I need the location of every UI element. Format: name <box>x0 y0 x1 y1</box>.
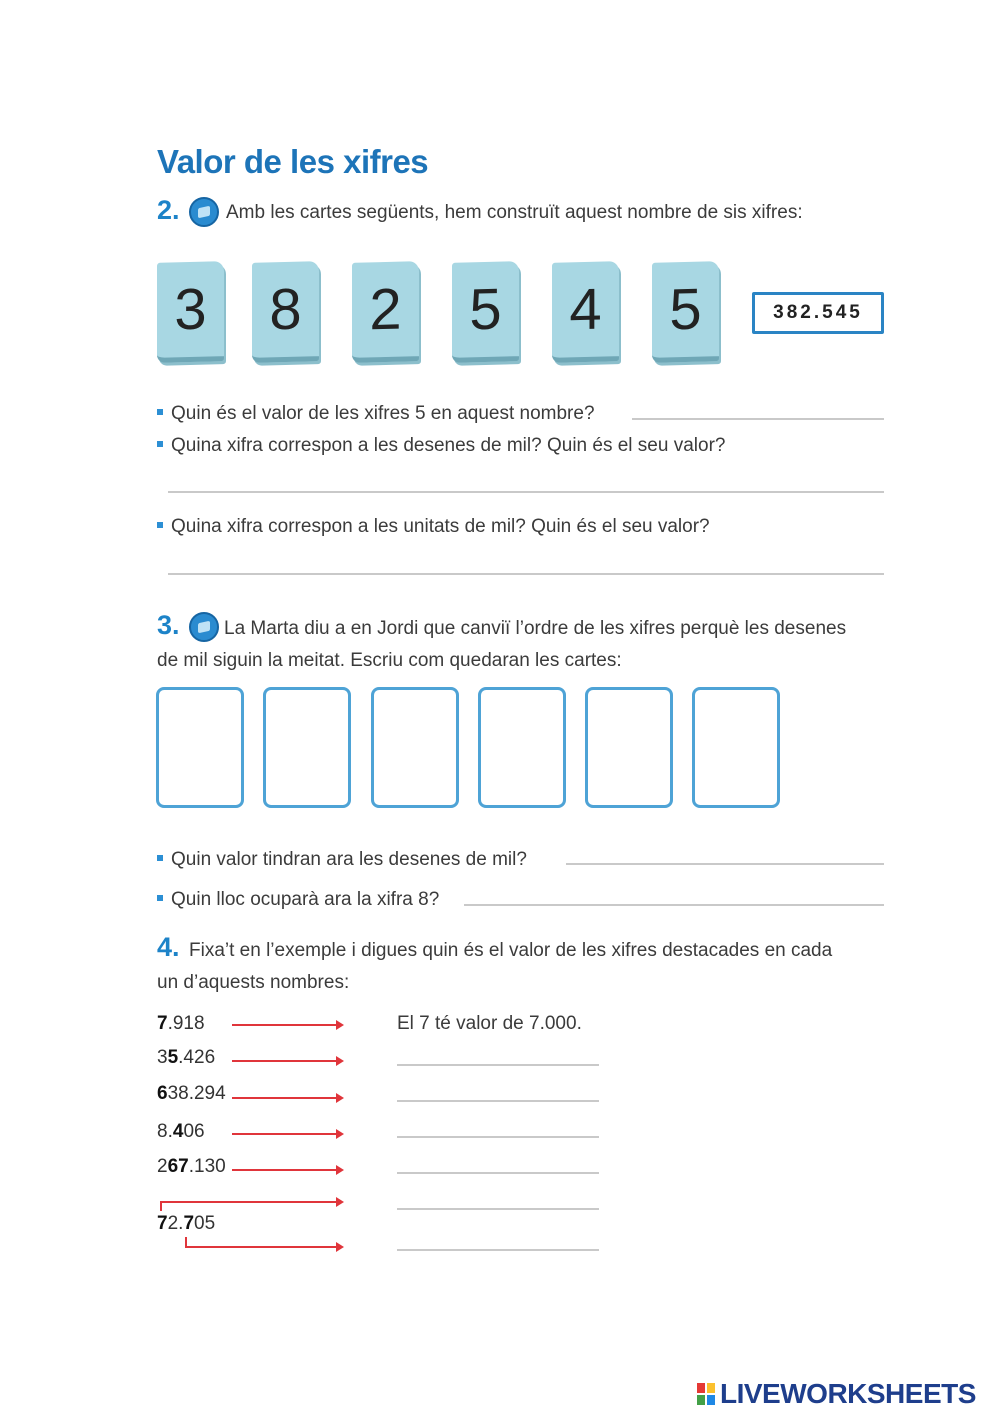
empty-card-slot[interactable] <box>692 687 780 808</box>
arrow-icon <box>232 1097 338 1099</box>
digit-card: 2 <box>352 261 419 363</box>
empty-card-slot[interactable] <box>585 687 673 808</box>
example-answer: El 7 té valor de 7.000. <box>397 1013 582 1034</box>
highlighted-digit: 4 <box>172 1121 184 1142</box>
group-activity-icon <box>189 612 219 642</box>
answer-line-4f[interactable] <box>397 1208 599 1210</box>
answer-line-3a[interactable] <box>566 863 884 865</box>
digit-card: 5 <box>452 261 519 363</box>
number-row: 35.426 <box>157 1047 216 1068</box>
liveworksheets-logo[interactable] <box>697 1378 976 1410</box>
exercise-3-instruction-line1: La Marta diu a en Jordi que canviï l’ordre de les xifres perquè les desenes <box>224 618 847 639</box>
exercise-2-instruction: Amb les cartes següents, hem construït aquest nombre de sis xifres: <box>226 202 803 223</box>
highlighted-digit: 5 <box>167 1047 179 1068</box>
answer-line-2b[interactable] <box>168 491 884 493</box>
answer-line-4e[interactable] <box>397 1172 599 1174</box>
number-row: 8.406 <box>157 1121 205 1142</box>
question-2c: Quina xifra correspon a les unitats de mil? Quin és el seu valor? <box>157 516 710 538</box>
number-row: 638.294 <box>157 1083 226 1104</box>
question-2b: Quina xifra correspon a les desenes de mil? Quin és el seu valor? <box>157 435 725 457</box>
arrow-icon <box>232 1169 338 1171</box>
answer-line-4d[interactable] <box>397 1136 599 1138</box>
exercise-3-number: 3. <box>157 610 180 640</box>
exercise-3-instruction-line2: de mil siguin la meitat. Escriu com quedaran les cartes: <box>157 650 622 671</box>
answer-line-3b[interactable] <box>464 904 884 906</box>
empty-card-slot[interactable] <box>263 687 351 808</box>
highlighted-digit: 7 <box>157 1013 168 1034</box>
logo-mark-icon <box>697 1383 715 1405</box>
arrow-icon <box>232 1060 338 1062</box>
arrow-icon <box>232 1133 338 1135</box>
exercise-2-number: 2. <box>157 195 180 225</box>
answer-line-4b[interactable] <box>397 1064 599 1066</box>
arrow-icon <box>160 1201 338 1203</box>
group-activity-icon <box>189 197 219 227</box>
number-row: 7.918 <box>157 1013 205 1034</box>
answer-line-4g[interactable] <box>397 1249 599 1251</box>
number-row: 267.130 <box>157 1156 226 1177</box>
digit-card: 3 <box>157 261 224 363</box>
logo-text: LIVEWORKSHEETS <box>720 1378 976 1409</box>
arrow-icon <box>185 1246 338 1248</box>
empty-card-slot[interactable] <box>371 687 459 808</box>
constructed-number-box: 382.545 <box>752 292 884 334</box>
number-row: 72.705 <box>157 1213 216 1234</box>
highlighted-digit: 6 <box>157 1083 168 1104</box>
answer-line-2a[interactable] <box>632 418 884 420</box>
question-3a: Quin valor tindran ara les desenes de mil? <box>157 849 527 871</box>
exercise-4-instruction-line1: Fixa’t en l’exemple i digues quin és el valor de les xifres destacades en cada <box>189 940 833 961</box>
empty-card-slot[interactable] <box>478 687 566 808</box>
empty-card-slot[interactable] <box>156 687 244 808</box>
arrow-icon <box>232 1024 338 1026</box>
question-2a: Quin és el valor de les xifres 5 en aquest nombre? <box>157 403 595 425</box>
highlighted-digit: 7 <box>183 1213 195 1234</box>
exercise-4-number: 4. <box>157 932 180 962</box>
question-3b: Quin lloc ocuparà ara la xifra 8? <box>157 889 439 911</box>
exercise-4-instruction-line2: un d’aquests nombres: <box>157 972 350 993</box>
page-title: Valor de les xifres <box>157 143 429 180</box>
digit-card: 4 <box>552 261 619 363</box>
digit-card: 8 <box>252 261 319 363</box>
answer-line-4c[interactable] <box>397 1100 599 1102</box>
highlighted-digit: 7 <box>157 1213 168 1234</box>
digit-card: 5 <box>652 261 719 363</box>
answer-line-2c[interactable] <box>168 573 884 575</box>
highlighted-digit: 67 <box>167 1156 189 1177</box>
